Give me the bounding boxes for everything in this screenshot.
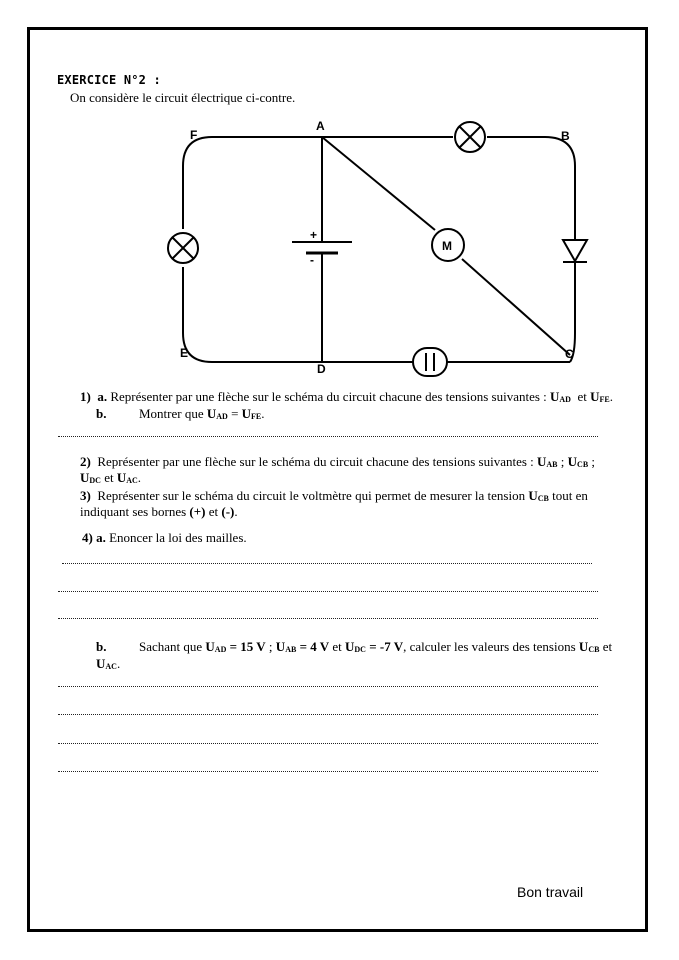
node-label-c: C bbox=[565, 347, 574, 361]
q1-u-ad: U bbox=[550, 389, 560, 404]
q2-and: et bbox=[104, 470, 114, 485]
q3-number: 3) bbox=[80, 488, 91, 503]
answer-line[interactable] bbox=[58, 591, 598, 592]
wire-diagonal-bottom bbox=[462, 259, 570, 355]
q1-b-text: Montrer que bbox=[138, 406, 204, 421]
q1-end: . bbox=[609, 389, 613, 404]
q4-sep: ; bbox=[268, 639, 273, 654]
q1-u-fe-sub: FE bbox=[599, 395, 610, 404]
q1-number: 1) bbox=[80, 389, 91, 404]
q4-b-label: b. bbox=[96, 639, 107, 654]
q2-number: 2) bbox=[80, 454, 91, 469]
q1-u-ad-sub: AD bbox=[559, 395, 571, 404]
q2-u-ab-sub: AB bbox=[546, 460, 558, 469]
exercise-title: EXERCICE N°2 : bbox=[57, 73, 161, 87]
lamp-left-icon bbox=[168, 233, 198, 263]
q3-text-end: tout en bbox=[552, 488, 588, 503]
q1-and: et bbox=[577, 389, 587, 404]
q1-b-label: b. bbox=[96, 406, 107, 421]
answer-line[interactable] bbox=[58, 436, 598, 437]
q4-u-ab-sub: AB bbox=[285, 645, 297, 654]
answer-line[interactable] bbox=[58, 743, 598, 744]
q1-b-rhs-sub: FE bbox=[251, 412, 262, 421]
q3-text: Représenter sur le schéma du circuit le voltmètre qui permet de mesurer la tension bbox=[97, 488, 526, 503]
q4-u-dc: U bbox=[345, 639, 355, 654]
q2-text: Représenter par une flèche sur le schéma du circuit chacune des tensions suivantes : bbox=[97, 454, 534, 469]
q1-b-eq: = bbox=[231, 406, 239, 421]
q3-and: et bbox=[208, 504, 219, 519]
q4-line-a bbox=[82, 530, 247, 546]
node-label-a: A bbox=[316, 119, 325, 133]
q4-a-text: Enoncer la loi des mailles. bbox=[109, 530, 247, 545]
wire-diagonal-top bbox=[322, 137, 435, 230]
motor-label: M bbox=[442, 239, 452, 253]
battery-minus-label: - bbox=[310, 253, 314, 267]
answer-line[interactable] bbox=[58, 714, 598, 715]
battery-plus-label: + bbox=[310, 228, 318, 242]
answer-line[interactable] bbox=[62, 563, 592, 564]
q3-minus: (-) bbox=[221, 504, 235, 519]
q2-u-ac: U bbox=[116, 470, 127, 485]
node-label-b: B bbox=[561, 129, 570, 143]
node-label-d: D bbox=[317, 362, 326, 376]
q2-line-1 bbox=[80, 454, 595, 473]
q1-a-label: a. bbox=[97, 389, 108, 404]
q2-u-ac-sub: AC bbox=[126, 476, 138, 485]
q2-sep-2: ; bbox=[591, 454, 596, 469]
q2-u-cb: U bbox=[567, 454, 578, 469]
q4-u-cb: U bbox=[578, 639, 589, 654]
q2-sep-1: ; bbox=[560, 454, 565, 469]
q3-line-2 bbox=[80, 504, 238, 520]
diode-icon bbox=[563, 240, 587, 262]
q1-b-end: . bbox=[261, 406, 265, 421]
q4-u-cb-sub: CB bbox=[588, 645, 600, 654]
q1-a-text: Représenter par une flèche sur le schéma du circuit chacune des tensions suivantes : bbox=[110, 389, 547, 404]
q3-end: . bbox=[234, 504, 238, 519]
q4-end: . bbox=[116, 656, 121, 671]
answer-line[interactable] bbox=[58, 618, 598, 619]
q4-u-ac-sub: AC bbox=[105, 662, 117, 671]
q2-u-dc: U bbox=[80, 470, 90, 485]
q1-b-rhs: U bbox=[241, 406, 252, 421]
q2-line-2 bbox=[80, 470, 141, 489]
q4-u-dc-sub: DC bbox=[354, 645, 366, 654]
q1-b-lhs: U bbox=[206, 406, 217, 421]
q4-u-dc-value: = -7 V bbox=[369, 639, 404, 654]
q2-end: . bbox=[137, 470, 142, 485]
q3-text-2: indiquant ses bornes bbox=[80, 504, 187, 519]
q4-number: 4) bbox=[82, 530, 93, 545]
q1-line-b bbox=[96, 406, 265, 425]
q4-u-ab: U bbox=[275, 639, 286, 654]
exercise-intro: On considère le circuit électrique ci-contre. bbox=[70, 90, 296, 105]
q4-and-1: et bbox=[332, 639, 342, 654]
lamp-top-icon bbox=[455, 122, 485, 152]
q2-u-cb-sub: CB bbox=[577, 460, 589, 469]
q3-u-cb-sub: CB bbox=[537, 494, 549, 503]
q4-b-text-1: Sachant que bbox=[138, 639, 203, 654]
battery-icon bbox=[292, 242, 352, 253]
q4-u-ab-value: = 4 V bbox=[299, 639, 330, 654]
electrolyser-icon bbox=[413, 348, 447, 376]
q4-a-label: a. bbox=[96, 530, 106, 545]
q4-u-ac: U bbox=[96, 656, 106, 671]
q4-u-ad-sub: AD bbox=[214, 645, 227, 654]
q2-u-ab: U bbox=[537, 454, 547, 469]
q4-line-b1 bbox=[96, 639, 612, 658]
q4-u-ad-value: = 15 V bbox=[229, 639, 266, 654]
wire-top-left bbox=[183, 137, 322, 229]
node-label-e: E bbox=[180, 346, 189, 360]
q4-line-b2 bbox=[96, 656, 120, 675]
q4-u-ad: U bbox=[205, 639, 215, 654]
answer-line[interactable] bbox=[58, 686, 598, 687]
q4-and-2: et bbox=[602, 639, 613, 654]
node-label-f: F bbox=[190, 128, 198, 142]
q1-b-lhs-sub: AD bbox=[216, 412, 228, 421]
q1-u-fe: U bbox=[590, 389, 600, 404]
wire-top-far-right bbox=[487, 137, 575, 240]
q3-plus: (+) bbox=[189, 504, 206, 519]
answer-line[interactable] bbox=[58, 771, 598, 772]
q2-u-dc-sub: DC bbox=[89, 476, 101, 485]
q4-b-text-2: , calculer les valeurs des tensions bbox=[403, 639, 576, 654]
signoff: Bon travail bbox=[517, 884, 584, 900]
wire-left-lower bbox=[183, 267, 414, 362]
q3-u-cb: U bbox=[528, 488, 538, 503]
